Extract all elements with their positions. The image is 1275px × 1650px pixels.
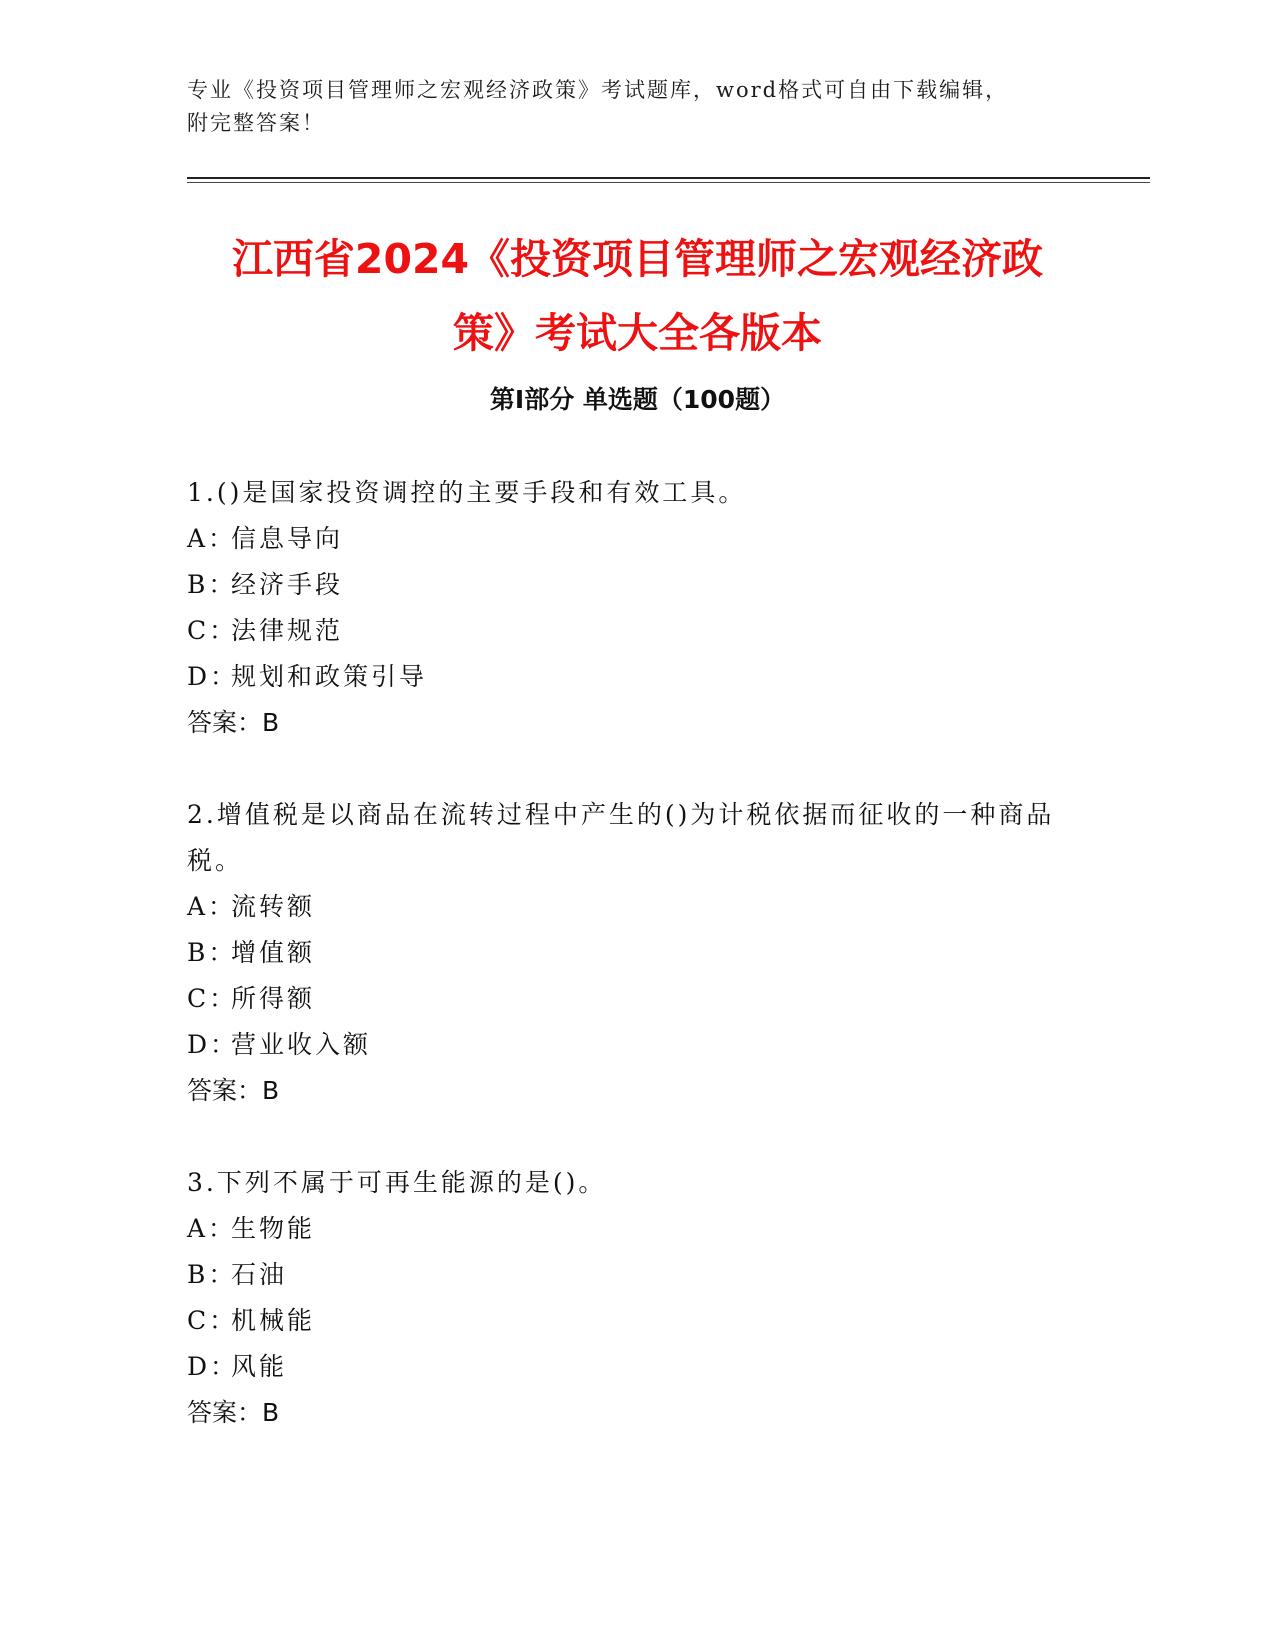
header-note-line1: 专业《投资项目管理师之宏观经济政策》考试题库，word格式可自由下载编辑， [187, 78, 1009, 102]
option-letter: B： [187, 938, 237, 967]
option-text: 石油 [231, 1260, 288, 1289]
answer: 答案：B [187, 1076, 280, 1105]
option-text: 风能 [231, 1352, 288, 1381]
option-text: 生物能 [231, 1214, 316, 1243]
option-a [187, 1206, 1077, 1252]
option-text: 增值额 [231, 938, 316, 967]
option-text: 法律规范 [231, 616, 344, 645]
option-text: 营业收入额 [231, 1030, 372, 1059]
option-letter: B： [187, 570, 237, 599]
question-stem: 2.增值税是以商品在流转过程中产生的()为计税依据而征收的一种商品税。 [187, 800, 1055, 875]
option-letter: A： [187, 892, 237, 921]
header-note-line2: 附完整答案！ [187, 111, 325, 135]
option-text: 流转额 [231, 892, 316, 921]
option-c [187, 1298, 1077, 1344]
option-d [187, 1022, 1077, 1068]
answer: 答案：B [187, 1398, 280, 1427]
option-letter: C： [187, 1306, 238, 1335]
option-letter: D： [187, 1030, 239, 1059]
question-stem: 1.()是国家投资调控的主要手段和有效工具。 [187, 478, 747, 507]
option-letter: B： [187, 1260, 237, 1289]
option-text: 机械能 [231, 1306, 316, 1335]
option-letter: A： [187, 524, 237, 553]
question-1 [187, 470, 1077, 746]
option-b [187, 562, 1077, 608]
option-c [187, 976, 1077, 1022]
option-letter: D： [187, 662, 239, 691]
option-text: 经济手段 [231, 570, 344, 599]
option-text: 信息导向 [231, 524, 344, 553]
question-list [187, 470, 1077, 1482]
option-text: 规划和政策引导 [231, 662, 428, 691]
section-title: 第Ⅰ部分 单选题（100题） [489, 385, 786, 414]
option-text: 所得额 [231, 984, 316, 1013]
option-c [187, 608, 1077, 654]
option-a [187, 516, 1077, 562]
document-title-line2: 策》考试大全各版本 [453, 309, 822, 357]
document-title [175, 222, 1100, 370]
option-letter: C： [187, 984, 238, 1013]
header-note [187, 74, 1067, 140]
answer: 答案：B [187, 708, 280, 737]
header-divider-thick [187, 177, 1150, 179]
option-a [187, 884, 1077, 930]
question-stem: 3.下列不属于可再生能源的是()。 [187, 1168, 607, 1197]
document-title-line1: 江西省2024《投资项目管理师之宏观经济政 [231, 235, 1044, 283]
option-letter: C： [187, 616, 238, 645]
option-letter: D： [187, 1352, 239, 1381]
question-3 [187, 1160, 1077, 1436]
option-d [187, 1344, 1077, 1390]
question-2 [187, 792, 1077, 1114]
header-divider-thin [187, 182, 1150, 183]
option-letter: A： [187, 1214, 237, 1243]
option-d [187, 654, 1077, 700]
option-b [187, 1252, 1077, 1298]
option-b [187, 930, 1077, 976]
